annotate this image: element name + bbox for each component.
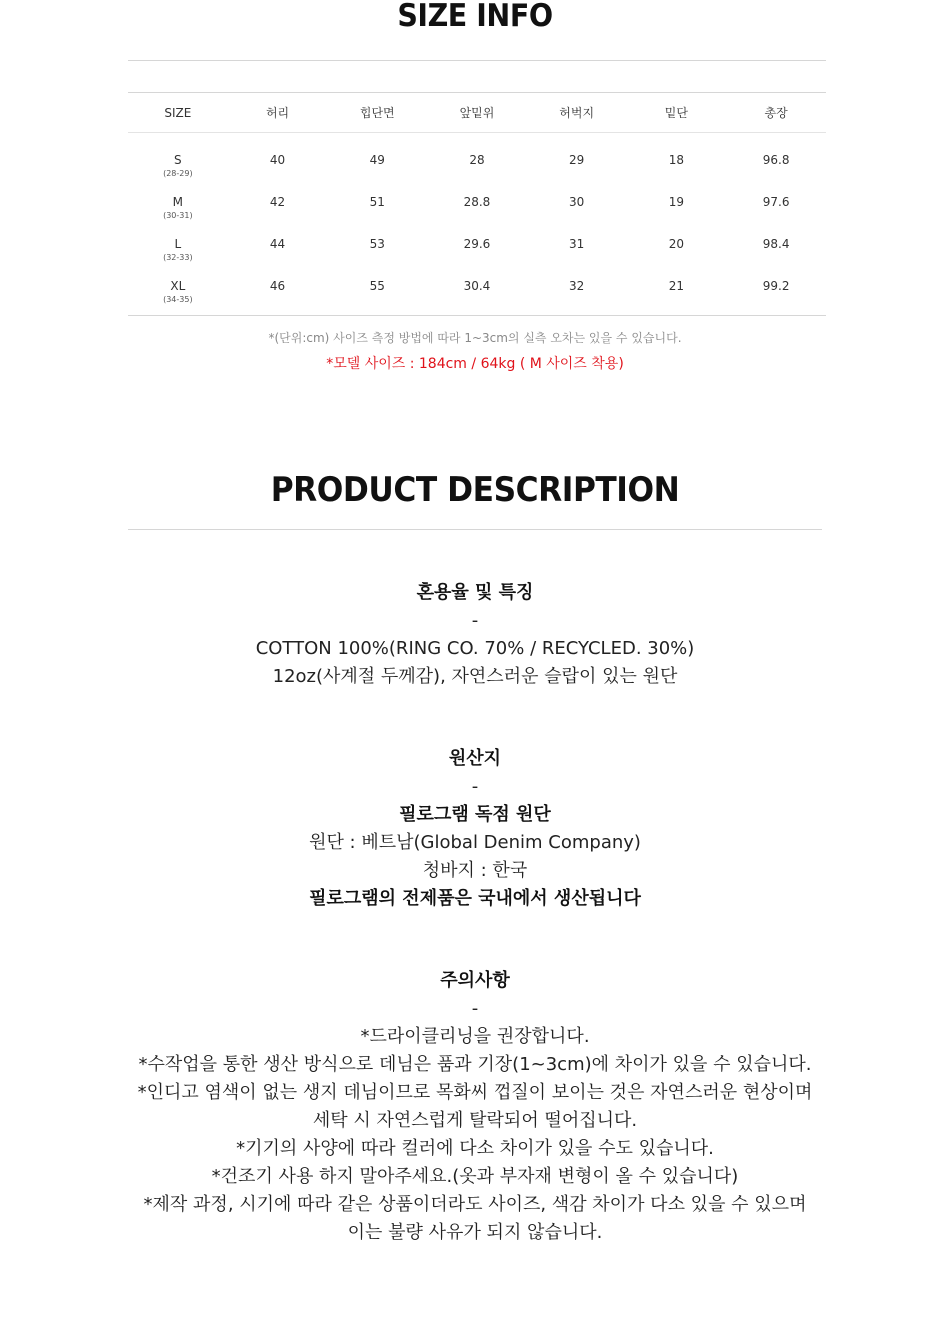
caution-section [0, 967, 950, 1247]
table-cell: 42 [269, 195, 286, 209]
jeans-origin: 청바지 : 한국 [422, 860, 528, 881]
table-cell: 28 [469, 153, 485, 167]
column-header: 허벅지 [527, 93, 627, 133]
fabric-dash: - [471, 610, 479, 631]
divider [128, 315, 826, 316]
fabric-line: COTTON 100%(RING CO. 70% / RECYCLED. 30%) [255, 638, 695, 659]
size-range: (32-33) [163, 253, 193, 262]
column-header: 허리 [228, 93, 328, 133]
column-header: 앞밑위 [427, 93, 527, 133]
size-range: (30-31) [163, 211, 193, 220]
origin-dash: - [471, 776, 479, 797]
size-cell [128, 237, 228, 279]
size-info-title: SIZE INFO [397, 0, 553, 34]
table-cell: 19 [668, 195, 684, 209]
table-cell: 30.4 [463, 279, 491, 293]
caution-dash: - [471, 998, 479, 1019]
table-cell: 32 [569, 279, 585, 293]
caution-line: *수작업을 통한 생산 방식으로 데님은 품과 기장(1~3cm)에 차이가 있을 수 있습니다. [138, 1054, 812, 1075]
caution-line: *건조기 사용 하지 말아주세요.(옷과 부자재 변형이 올 수 있습니다) [211, 1166, 739, 1187]
origin-heading: 원산지 [448, 748, 502, 769]
table-cell: 98.4 [762, 237, 790, 251]
size-label: L [174, 237, 182, 251]
size-label: M [172, 195, 184, 209]
divider [128, 60, 826, 61]
table-cell: 18 [668, 153, 684, 167]
table-cell: 46 [269, 279, 286, 293]
caution-line: *기기의 사양에 따라 컬러에 다소 차이가 있을 수도 있습니다. [236, 1138, 714, 1159]
table-row [128, 237, 826, 279]
table-cell: 31 [569, 237, 585, 251]
table-cell: 53 [369, 237, 385, 251]
measurement-note: *(단위:cm) 사이즈 측정 방법에 따라 1~3cm의 실측 오차는 있을 수 있습니다. [268, 331, 682, 345]
caution-line: *드라이클리닝을 권장합니다. [360, 1026, 590, 1047]
size-label: S [174, 153, 182, 167]
product-description-title: PRODUCT DESCRIPTION [270, 470, 680, 510]
table-cell: 55 [369, 279, 385, 293]
divider [128, 529, 822, 530]
table-cell: 40 [269, 153, 286, 167]
table-row [128, 195, 826, 237]
caution-line: 세탁 시 자연스럽게 탈락되어 떨어집니다. [312, 1110, 638, 1131]
column-header: SIZE [128, 93, 228, 133]
caution-line: *인디고 염색이 없는 생지 데님이므로 목화씨 껍질이 보이는 것은 자연스러운 현상이며 [137, 1082, 813, 1103]
size-label: XL [170, 279, 186, 293]
table-cell: 44 [269, 237, 286, 251]
table-cell: 51 [369, 195, 385, 209]
fabric-line: 12oz(사계절 두께감), 자연스러운 슬랍이 있는 원단 [272, 666, 678, 687]
model-size-note: *모델 사이즈 : 184cm / 64kg ( M 사이즈 착용) [326, 356, 624, 372]
table-row [128, 133, 826, 196]
table-cell: 30 [569, 195, 585, 209]
size-table [128, 93, 826, 321]
table-cell: 96.8 [762, 153, 790, 167]
caution-heading: 주의사항 [440, 970, 510, 991]
origin-section [0, 745, 950, 913]
column-header: 힙단면 [327, 93, 427, 133]
size-cell [128, 195, 228, 237]
size-cell [128, 133, 228, 196]
table-cell: 97.6 [762, 195, 790, 209]
exclusive-fabric: 필로그램 독점 원단 [399, 804, 551, 825]
table-cell: 20 [668, 237, 684, 251]
caution-line: 이는 불량 사유가 되지 않습니다. [347, 1222, 603, 1243]
table-cell: 29.6 [463, 237, 491, 251]
made-in-korea-note: 필로그램의 전제품은 국내에서 생산됩니다 [309, 888, 641, 909]
table-cell: 49 [369, 153, 385, 167]
size-range: (34-35) [163, 295, 193, 304]
table-cell: 21 [668, 279, 684, 293]
fabric-heading: 혼용율 및 특징 [416, 582, 534, 603]
fabric-section [0, 579, 950, 691]
table-cell: 99.2 [762, 279, 790, 293]
table-cell: 28.8 [463, 195, 491, 209]
size-range: (28-29) [163, 169, 193, 178]
table-header-row [128, 93, 826, 133]
table-cell: 29 [569, 153, 585, 167]
column-header: 총장 [726, 93, 826, 133]
fabric-origin: 원단 : 베트남(Global Denim Company) [309, 832, 641, 853]
column-header: 밑단 [627, 93, 727, 133]
caution-line: *제작 과정, 시기에 따라 같은 상품이더라도 사이즈, 색감 차이가 다소 있을 수 있으며 [143, 1194, 807, 1215]
